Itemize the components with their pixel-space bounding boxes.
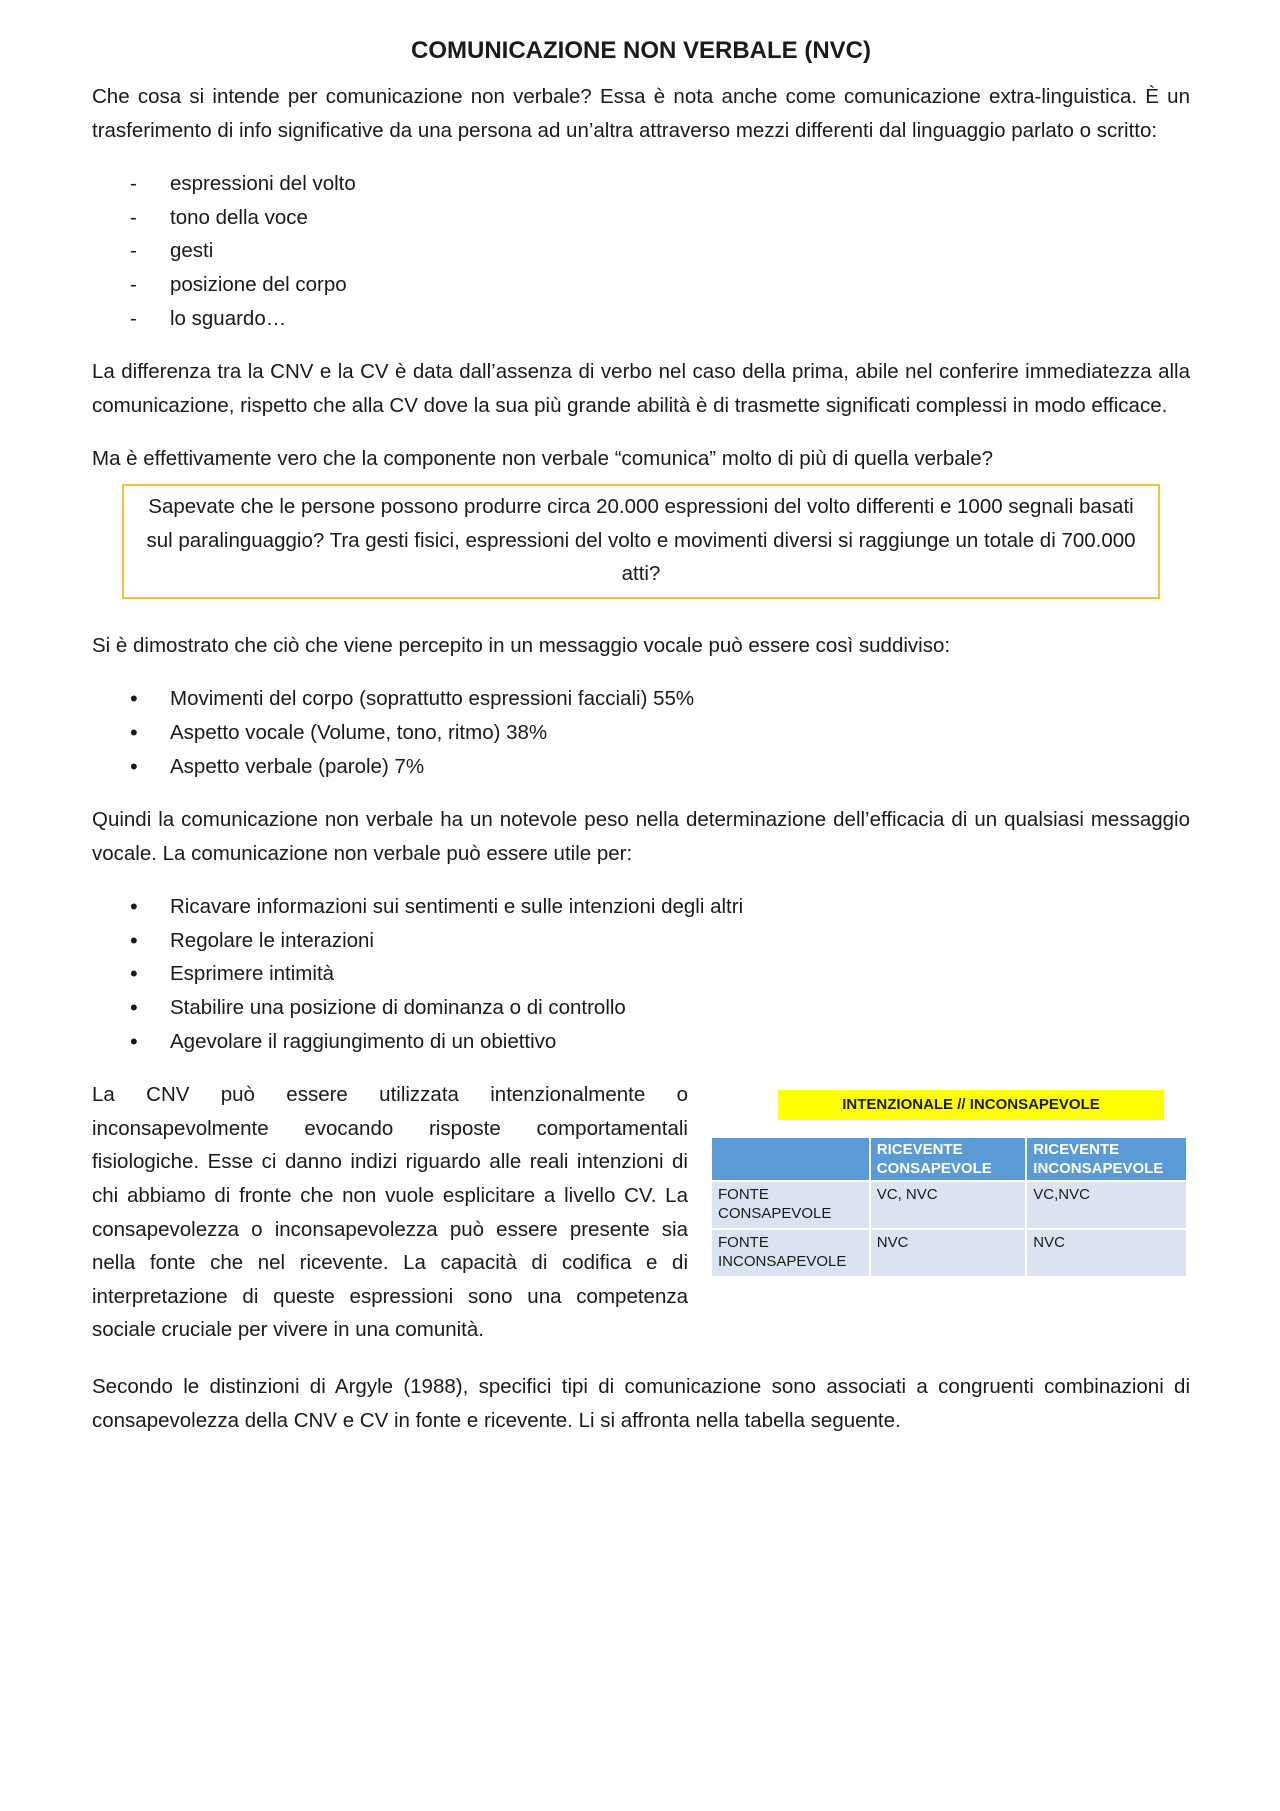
argyle-paragraph: Secondo le distinzioni di Argyle (1988), specifici tipi di comunicazione sono associati a congruenti combinazioni di consapevolezza della CNV e CV in fonte e ricevente. Li si affronta nella tabella seguente. (92, 1375, 1190, 1432)
list-item: • Aspetto vocale (Volume, tono, ritmo) 38% (92, 716, 1190, 750)
page-title: COMUNICAZIONE NON VERBALE (NVC) (411, 37, 871, 64)
callout-box: Sapevate che le persone possono produrre circa 20.000 espressioni del volto differenti e 1000 segnali basati sul paralinguaggio? Tra gesti fisici, espressioni del volto e movimenti diversi si raggiunge un totale di 700.000 atti? (122, 484, 1160, 599)
table-row (712, 1182, 1186, 1228)
percezione-intro: Si è dimostrato che ciò che viene percepito in un messaggio vocale può essere così suddiviso: (92, 633, 951, 657)
table-row (712, 1230, 1186, 1276)
list-item: • Esprimere intimità (92, 957, 1190, 991)
list-item: • Aspetto verbale (parole) 7% (92, 750, 1190, 784)
table-cell: VC, NVC (871, 1182, 1026, 1228)
table-header-cell: RICEVENTE INCONSAPEVOLE (1027, 1138, 1186, 1180)
intenzionale-figure (710, 1090, 1188, 1278)
intro-paragraph: Che cosa si intende per comunicazione non verbale? Essa è nota anche come comunicazione extra-linguistica. È un trasferimento di info significative da una persona ad un’altra attraverso mezzi differenti dal linguaggio parlato o scritto: (92, 85, 1190, 142)
table-cell: FONTE INCONSAPEVOLE (712, 1230, 869, 1276)
figure-title: INTENZIONALE // INCONSAPEVOLE (778, 1090, 1164, 1120)
table-cell: NVC (1027, 1230, 1186, 1276)
list-item: • Agevolare il raggiungimento di un obiettivo (92, 1025, 1190, 1059)
list-item: - tono della voce (92, 201, 1190, 235)
list-item: - gesti (92, 234, 1190, 268)
consapevolezza-table (710, 1136, 1188, 1278)
cnv-section (92, 1078, 1190, 1348)
table-cell: NVC (871, 1230, 1026, 1276)
list-item: - posizione del corpo (92, 268, 1190, 302)
table-header-cell (712, 1138, 869, 1180)
list-item: • Movimenti del corpo (soprattutto espressioni facciali) 55% (92, 682, 1190, 716)
cnv-paragraph: La CNV può essere utilizzata intenzionalmente o inconsapevolmente evocando risposte comportamentali fisiologiche. Esse ci danno indizi riguardo alle reali intenzioni di chi abbiamo di fronte che non vuole esplicitare a livello CV. La consapevolezza o inconsapevolezza può essere presente sia nella fonte che nel ricevente. La capacità di codifica e di interpretazione di queste espressioni sono una competenza sociale cruciale per vivere in una comunità. (92, 1083, 688, 1342)
mezzi-list (92, 167, 1190, 335)
list-item: • Regolare le interazioni (92, 924, 1190, 958)
table-cell: VC,NVC (1027, 1182, 1186, 1228)
differenza-paragraph: La differenza tra la CNV e la CV è data dall’assenza di verbo nel caso della prima, abile nel conferire immediatezza alla comunicazione, rispetto che alla CV dove la sua più grande abilità è di trasmette significati complessi in modo efficace. (92, 360, 1190, 417)
utilita-list (92, 890, 1190, 1058)
list-item: • Ricavare informazioni sui sentimenti e sulle intenzioni degli altri (92, 890, 1190, 924)
table-header-row (712, 1138, 1186, 1180)
quindi-paragraph: Quindi la comunicazione non verbale ha un notevole peso nella determinazione dell’efficacia di un qualsiasi messaggio vocale. La comunicazione non verbale può essere utile per: (92, 808, 1190, 865)
list-item: - lo sguardo… (92, 302, 1190, 336)
document-page (92, 36, 1190, 1457)
list-item: • Stabilire una posizione di dominanza o di controllo (92, 991, 1190, 1025)
list-item: - espressioni del volto (92, 167, 1190, 201)
table-header-cell: RICEVENTE CONSAPEVOLE (871, 1138, 1026, 1180)
percezione-list (92, 682, 1190, 783)
domanda-paragraph: Ma è effettivamente vero che la componente non verbale “comunica” molto di più di quella verbale? (92, 447, 993, 471)
table-cell: FONTE CONSAPEVOLE (712, 1182, 869, 1228)
